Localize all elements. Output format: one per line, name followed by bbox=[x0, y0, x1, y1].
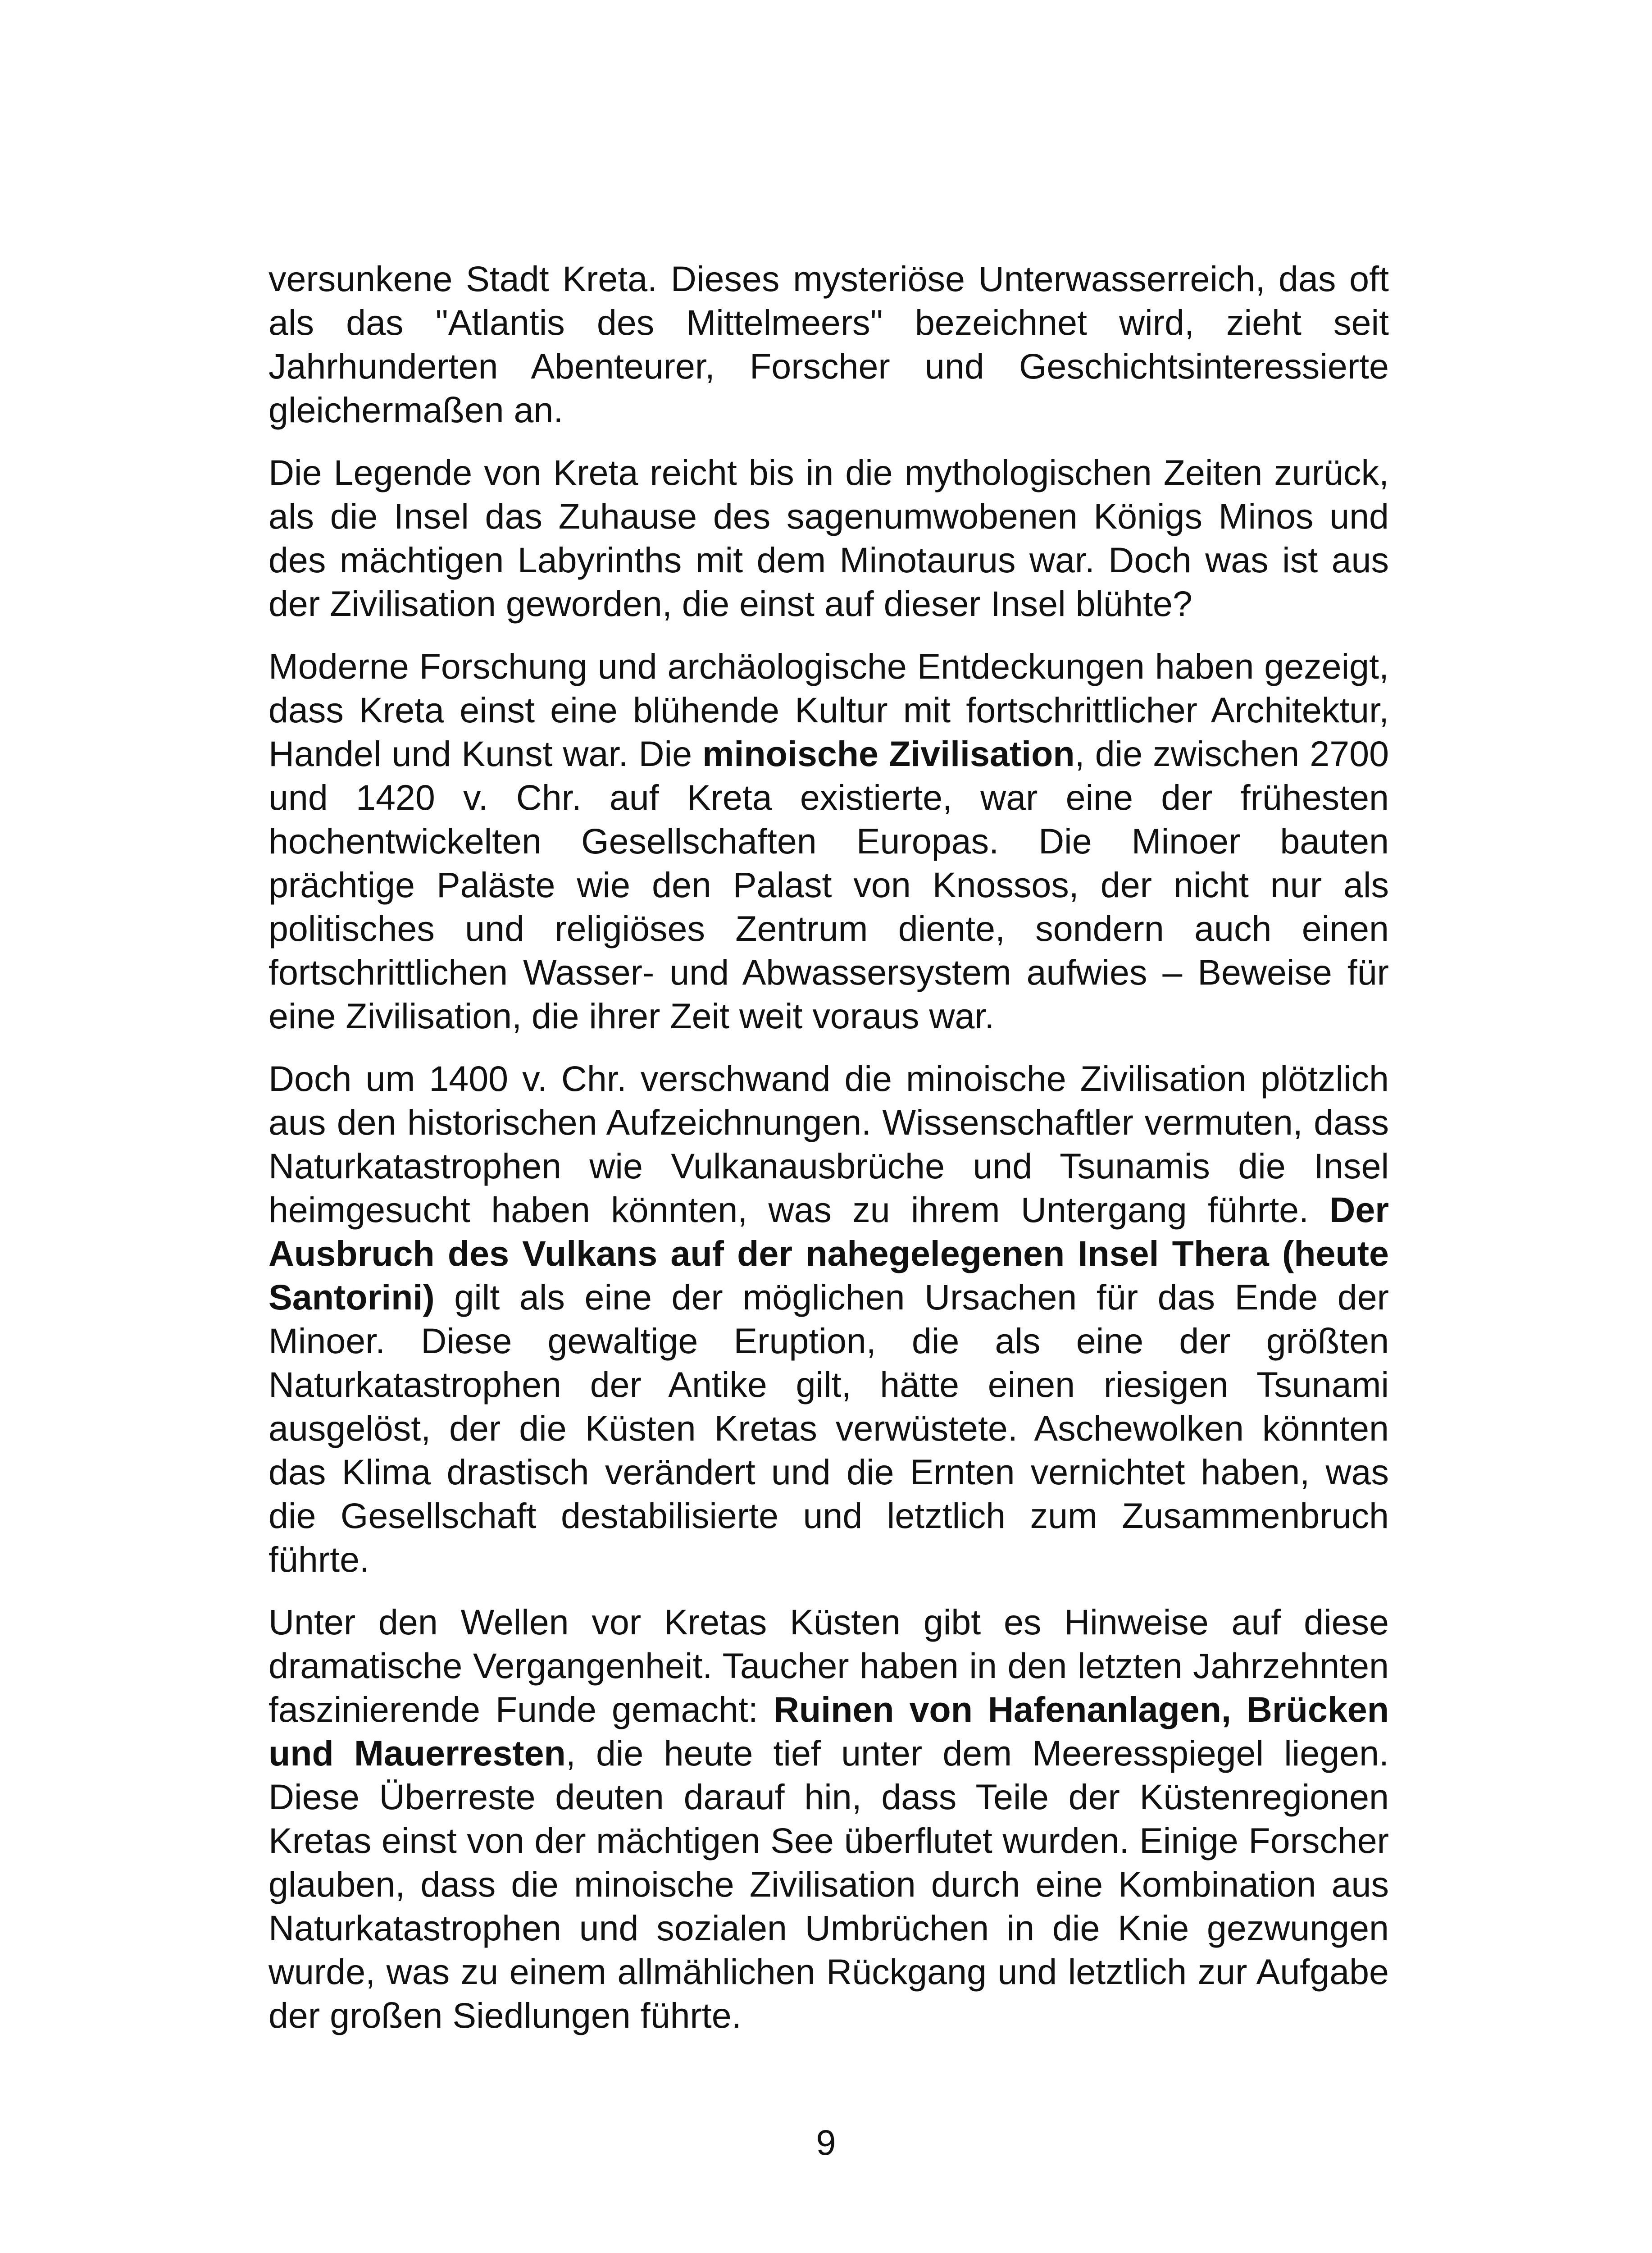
paragraph bbox=[269, 451, 1389, 625]
paragraph-text: Doch um 1400 v. Chr. verschwand die minoische Zivilisation plötzlich aus den historischen Aufzeichnungen. Wissenschaftler vermuten, dass Naturkatastrophen wie Vulkanausbrüche und Tsunamis die Insel heimgesucht haben könnten, was zu ihrem Untergang führte. bbox=[269, 1058, 1389, 1230]
page-number: 9 bbox=[816, 2122, 836, 2162]
paragraph-text: , die heute tief unter dem Meeresspiegel liegen. Diese Überreste deuten darauf hin, dass Teile der Küstenregionen Kretas einst von der mächtigen See überflutet wurden. Einige Forscher glauben, dass die minoische Zivilisation durch eine Kombination aus Naturkatastrophen und sozialen Umbrüchen in die Knie gezwungen wurde, was zu einem allmählichen Rückgang und letztlich zur Aufgabe der großen Siedlungen führte. bbox=[269, 1733, 1389, 2035]
paragraph bbox=[269, 257, 1389, 432]
paragraph-text: Unter den Wellen vor Kretas Küsten gibt es Hinweise auf diese dramatische Vergangenheit. Taucher haben in den letzten Jahrzehnten faszinierende Funde gemacht: bbox=[269, 1602, 1389, 1729]
paragraph-text: versunkene Stadt Kreta. Dieses mysteriöse Unterwasserreich, das oft als das "Atlantis des Mittelmeers" bezeichnet wird, zieht seit Jahrhunderten Abenteurer, Forscher und Geschichtsinteressierte gleichermaßen an. bbox=[269, 259, 1389, 430]
paragraph bbox=[269, 1600, 1389, 2037]
paragraph bbox=[269, 644, 1389, 1038]
bold-emphasis: minoische Zivilisation bbox=[702, 734, 1075, 774]
body-text bbox=[269, 257, 1389, 2037]
paragraph-text: gilt als eine der möglichen Ursachen für das Ende der Minoer. Diese gewaltige Eruption, die als eine der größten Naturkatastrophen der Antike gilt, hätte einen riesigen Tsunami ausgelöst, der die Küsten Kretas verwüstete. Aschewolken könnten das Klima drastisch verändert und die Ernten vernichtet haben, was die Gesellschaft destabilisierte und letztlich zum Zusammenbruch führte. bbox=[269, 1277, 1389, 1579]
bold-emphasis: Der Ausbruch des Vulkans auf der nahegelegenen Insel Thera (heute Santorini) bbox=[269, 1190, 1389, 1317]
paragraph-text: , die zwischen 2700 und 1420 v. Chr. auf Kreta existierte, war eine der frühesten hochentwickelten Gesellschaften Europas. Die Minoer bauten prächtige Paläste wie den Palast von Knossos, der nicht nur als politisches und religiöses Zentrum diente, sondern auch einen fortschrittlichen Wasser- und Abwassersystem aufwies – Beweise für eine Zivilisation, die ihrer Zeit weit voraus war. bbox=[269, 734, 1389, 1036]
paragraph-text: Moderne Forschung und archäologische Entdeckungen haben gezeigt, dass Kreta einst eine blühende Kultur mit fortschrittlicher Architektur, Handel und Kunst war. Die bbox=[269, 646, 1389, 774]
paragraph bbox=[269, 1057, 1389, 1581]
paragraph-text: Die Legende von Kreta reicht bis in die mythologischen Zeiten zurück, als die Insel das Zuhause des sagenumwobenen Königs Minos und des mächtigen Labyrinths mit dem Minotaurus war. Doch was ist aus der Zivilisation geworden, die einst auf dieser Insel blühte? bbox=[269, 452, 1389, 624]
bold-emphasis: Ruinen von Hafenanlagen, Brücken und Mauerresten bbox=[269, 1689, 1389, 1773]
